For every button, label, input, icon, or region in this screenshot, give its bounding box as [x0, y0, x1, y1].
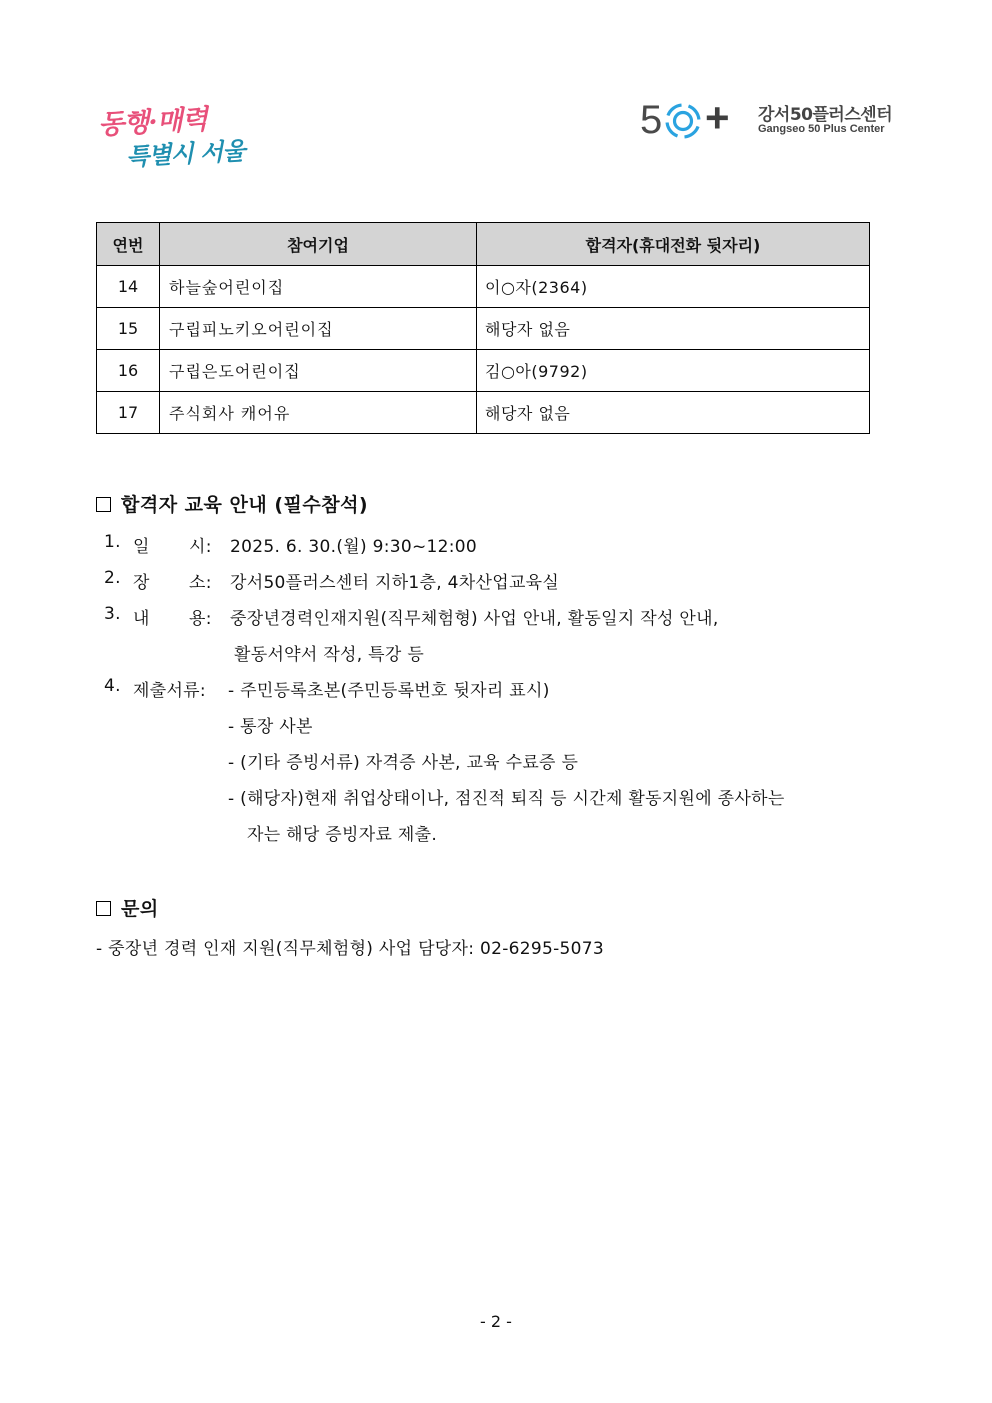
row-number: 15: [97, 308, 160, 350]
table-row: [97, 266, 870, 308]
page-number: - 2 -: [480, 1312, 512, 1331]
row-number: 16: [97, 350, 160, 392]
seoul-logo-line2: 특별시 서울: [125, 135, 246, 172]
winner-name: 해당자 없음: [477, 392, 870, 434]
company-name: 하늘숲어린이집: [160, 266, 477, 308]
logo-ring-icon: [664, 102, 702, 140]
seoul-city-logo: [98, 100, 248, 172]
logo-plus-glyph: +: [705, 94, 730, 141]
checkbox-bullet-icon: [96, 497, 111, 512]
item-label-b: 용:: [189, 609, 212, 629]
results-table: [96, 222, 870, 434]
item-value: 중장년경력인재지원(직무체험형) 사업 안내, 활동일지 작성 안내,: [230, 609, 719, 629]
checkbox-bullet-icon: [96, 901, 111, 916]
company-name: 구립은도어린이집: [160, 350, 477, 392]
column-header-no: 연번: [97, 223, 160, 266]
table-row: [97, 308, 870, 350]
item-label-a: 장: [133, 573, 150, 593]
item-label-a: 내: [133, 609, 150, 629]
gangseo-50plus-logo: [640, 94, 910, 144]
center-korean-name: 강서50플러스센터: [758, 105, 893, 125]
table-header-row: [97, 223, 870, 266]
inquiry-contact-line: - 중장년 경력 인재 지원(직무체험형) 사업 담당자: 02-6295-5073: [96, 939, 604, 959]
document-line-continued: 자는 해당 증빙자료 제출.: [247, 825, 438, 845]
logo-five-glyph: 5: [640, 98, 663, 142]
document-line: - 주민등록초본(주민등록번호 뒷자리 표시): [228, 681, 550, 701]
item-label-a: 일: [133, 537, 150, 557]
column-header-winner: 합격자(휴대전화 뒷자리): [477, 223, 870, 266]
inquiry-title-text: 문의: [121, 898, 159, 920]
company-name: 구립피노키오어린이집: [160, 308, 477, 350]
document-line: - (해당자)현재 취업상태이나, 점진적 퇴직 등 시간제 활동지원에 종사하는: [228, 789, 785, 809]
winner-name: 해당자 없음: [477, 308, 870, 350]
inquiry-section-title: [96, 894, 159, 921]
item-value: 강서50플러스센터 지하1층, 4차산업교육실: [230, 573, 560, 593]
column-header-company: 참여기업: [160, 223, 477, 266]
center-english-name: Gangseo 50 Plus Center: [758, 123, 885, 135]
company-name: 주식회사 캐어유: [160, 392, 477, 434]
table-row: [97, 350, 870, 392]
education-item-content-continued: 활동서약서 작성, 특강 등: [234, 645, 425, 665]
winner-name: 이○자(2364): [477, 266, 870, 308]
seoul-logo-line1: 동행·매력: [97, 104, 208, 141]
document-line: - (기타 증빙서류) 자격증 사본, 교육 수료증 등: [228, 753, 579, 773]
item-label-a: 제출서류:: [133, 681, 206, 701]
education-section-title: [96, 490, 368, 517]
item-label-b: 소:: [189, 573, 212, 593]
table-row: [97, 392, 870, 434]
document-line: - 통장 사본: [228, 717, 313, 737]
row-number: 17: [97, 392, 160, 434]
item-number: 2.: [104, 568, 121, 588]
item-number: 1.: [104, 532, 121, 552]
item-number: 3.: [104, 604, 121, 624]
winner-name: 김○아(9792): [477, 350, 870, 392]
item-number: 4.: [104, 676, 121, 696]
item-label-b: 시:: [189, 537, 212, 557]
row-number: 14: [97, 266, 160, 308]
item-value: 2025. 6. 30.(월) 9:30~12:00: [230, 537, 478, 557]
education-title-text: 합격자 교육 안내 (필수참석): [121, 494, 369, 516]
